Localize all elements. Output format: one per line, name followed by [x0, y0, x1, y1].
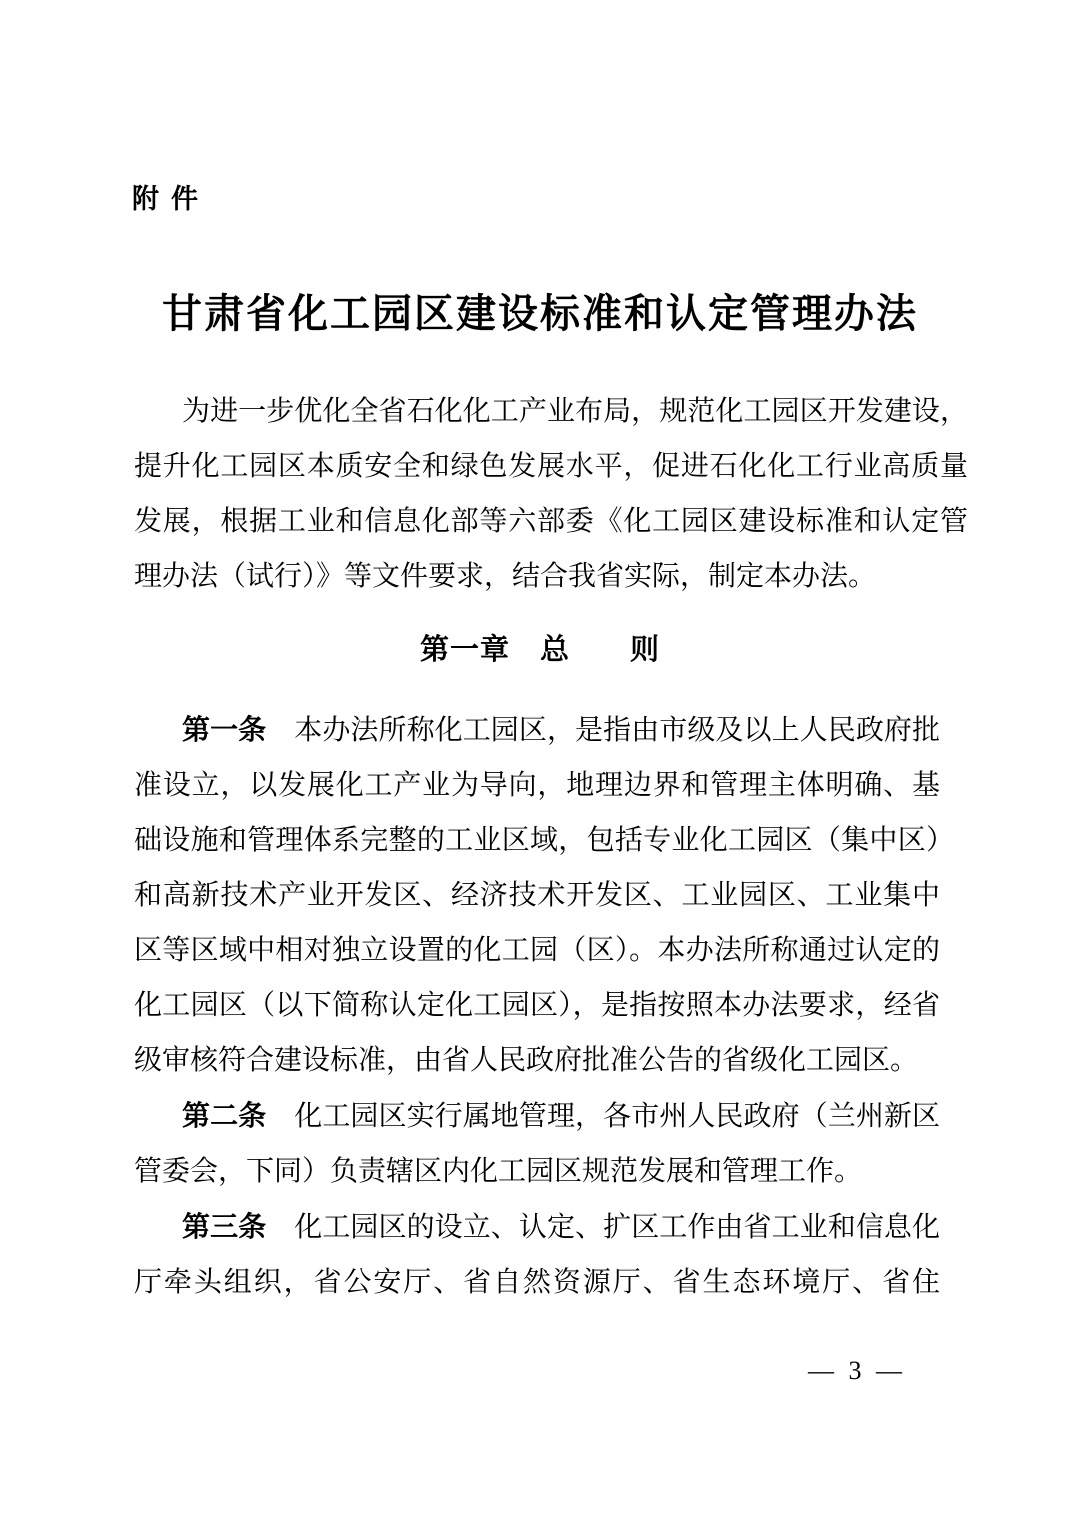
attachment-label: 附件 [132, 184, 210, 214]
article-3-label: 第三条 [182, 1211, 267, 1242]
article-1-paragraph [134, 702, 940, 1088]
article-2-label: 第二条 [182, 1100, 267, 1131]
chapter-heading: 第一章 总 则 [419, 634, 660, 666]
article-2-paragraph [134, 1088, 940, 1199]
article-3-paragraph [134, 1199, 940, 1310]
article-2-text: 化工园区实行属地管理，各市州人民政府（兰州新区管委会，下同）负责辖区内化工园区规范发展和管理工作。 [134, 1101, 940, 1187]
intro-paragraph: 为进一步优化全省石化化工产业布局，规范化工园区开发建设，提升化工园区本质安全和绿色发展水平，促进石化化工行业高质量发展，根据工业和信息化部等六部委《化工园区建设标准和认定管理办法（试行）》等文件要求，结合我省实际，制定本办法。 [134, 396, 968, 592]
article-1-label: 第一条 [182, 714, 267, 745]
document-body [134, 384, 974, 1310]
document-title: 甘肃省化工园区建设标准和认定管理办法 [162, 291, 918, 336]
article-1-text: 本办法所称化工园区，是指由市级及以上人民政府批准设立，以发展化工产业为导向，地理边界和管理主体明确、基础设施和管理体系完整的工业区域，包括专业化工园区（集中区）和高新技术产业开发区、经济技术开发区、工业园区、工业集中区等区域中相对独立设置的化工园（区）。本办法所称通过认定的化工园区（以下简称认定化工园区），是指按照本办法要求，经省级审核符合建设标准，由省人民政府批准公告的省级化工园区。 [134, 715, 940, 1076]
page-number: — 3 — [808, 1356, 906, 1385]
article-3-text: 化工园区的设立、认定、扩区工作由省工业和信息化厅牵头组织，省公安厅、省自然资源厅、省生态环境厅、省住 [134, 1212, 940, 1298]
